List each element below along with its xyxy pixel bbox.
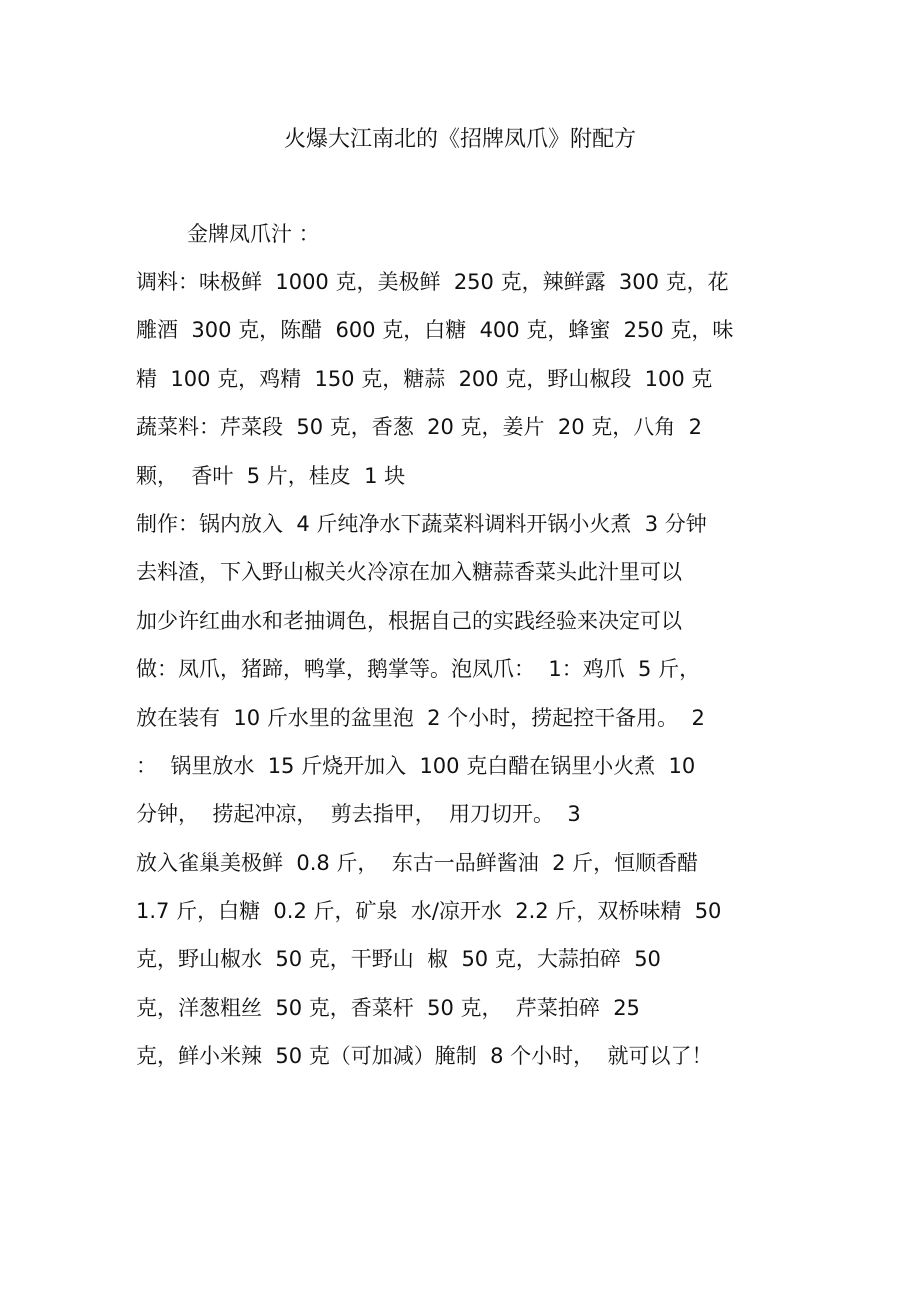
text-line: 放入雀巢美极鲜 0.8 斤， 东古一品鲜酱油 2 斤，恒顺香醋 [136, 850, 699, 875]
text-line: 克，野山椒水 50 克，干野山 椒 50 克，大蒜拍碎 50 [136, 947, 661, 972]
recipe-body [136, 266, 796, 1089]
text-line: 制作：锅内放入 4 斤纯净水下蔬菜料调料开锅小火煮 3 分钟 [136, 511, 707, 536]
text-line: 放在装有 10 斤水里的盆里泡 2 个小时，捞起控干备用。 2 [136, 705, 705, 730]
text-line: 去料渣，下入野山椒关火冷凉在加入糖蒜香菜头此汁里可以 [136, 560, 682, 585]
text-line: 克，洋葱粗丝 50 克，香菜杆 50 克， 芹菜拍碎 25 [136, 995, 640, 1020]
section-heading: 金牌凤爪汁 ： [187, 222, 320, 246]
text-line: 1.7 斤，白糖 0.2 斤，矿泉 水/凉开水 2.2 斤，双桥味精 50 [136, 899, 722, 924]
text-line: ： 锅里放水 15 斤烧开加入 100 克白醋在锅里小火煮 10 [136, 753, 696, 778]
text-line: 蔬菜料：芹菜段 50 克，香葱 20 克，姜片 20 克，八角 2 [136, 415, 702, 440]
text-line: 做：凤爪，猪蹄，鸭掌，鹅掌等。泡凤爪： 1：鸡爪 5 斤， [136, 657, 701, 682]
text-line: 雕酒 300 克，陈醋 600 克，白糖 400 克，蜂蜜 250 克，味 [136, 318, 734, 343]
text-line: 加少许红曲水和老抽调色，根据自己的实践经验来决定可以 [136, 608, 682, 633]
page-title: 火爆大江南北的《招牌凤爪》附配方 [283, 127, 636, 152]
text-line: 分钟， 捞起冲凉， 剪去指甲， 用刀切开。 3 [136, 802, 581, 827]
text-line: 精 100 克，鸡精 150 克，糖蒜 200 克，野山椒段 100 克 [136, 366, 713, 391]
text-line: 调料：味极鲜 1000 克，美极鲜 250 克，辣鲜露 300 克，花 [136, 270, 729, 294]
text-line: 颗， 香叶 5 片，桂皮 1 块 [136, 463, 406, 488]
text-line: 克，鲜小米辣 50 克（可加减）腌制 8 个小时， 就可以了！ [136, 1044, 713, 1069]
